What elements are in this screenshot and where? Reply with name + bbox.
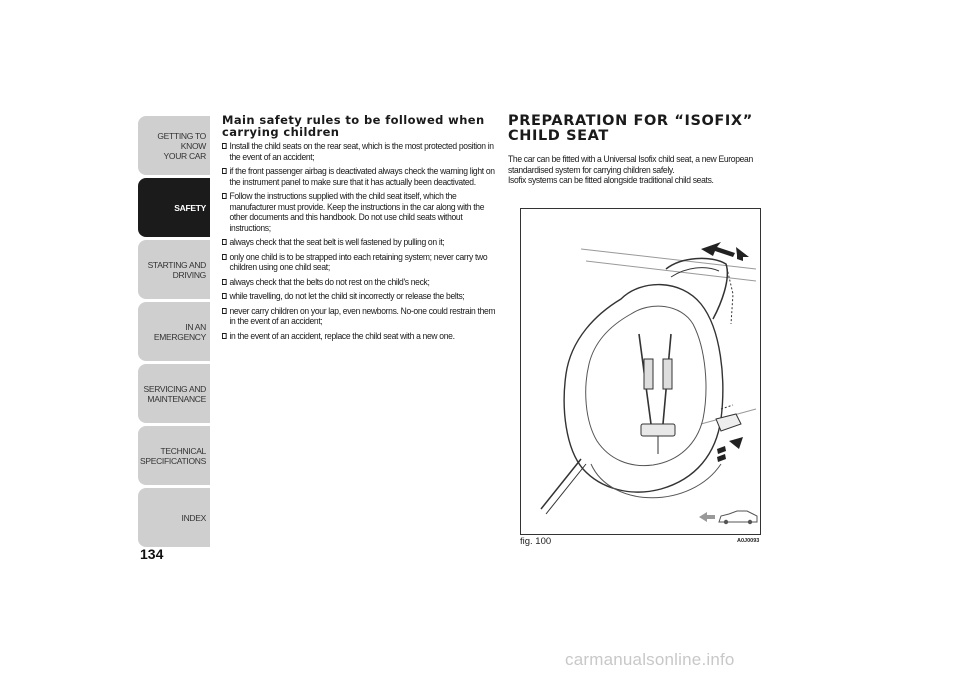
tab-technical-specifications[interactable]: TECHNICAL SPECIFICATIONS (138, 426, 210, 485)
safety-rule-item (222, 141, 499, 162)
isofix-heading: PREPARATION FOR “ISOFIX” CHILD SEAT (508, 113, 753, 144)
checkbox-bullet-icon (222, 308, 227, 314)
safety-rules-heading: Main safety rules to be followed when carrying children (222, 113, 485, 139)
right-column (508, 114, 790, 186)
tab-getting-to-know-your-car[interactable]: GETTING TO KNOW YOUR CAR (138, 116, 210, 175)
checkbox-bullet-icon (222, 143, 227, 149)
safety-rules-list (222, 141, 496, 341)
safety-rule-item (222, 166, 499, 187)
safety-rule-text: always check that the seat belt is well fastened by pulling on it; (229, 237, 445, 247)
checkbox-bullet-icon (222, 193, 227, 199)
tab-servicing-and-maintenance[interactable]: SERVICING AND MAINTENANCE (138, 364, 210, 423)
section-tabs (138, 116, 210, 550)
checkbox-bullet-icon (222, 254, 227, 260)
isofix-paragraph: Isofix systems can be fitted alongside traditional child seats. (508, 175, 714, 185)
safety-rule-text: in the event of an accident, replace the child seat with a new one. (229, 330, 455, 341)
safety-rule-item (222, 291, 499, 302)
tab-index[interactable]: INDEX (138, 488, 210, 547)
figure-code: A0J0093 (737, 538, 760, 544)
child-seat-illustration (521, 209, 762, 536)
car-direction-icon (699, 511, 757, 524)
checkbox-bullet-icon (222, 293, 227, 299)
safety-rule-item (222, 237, 499, 248)
safety-rule-text: never carry children on your lap, even newborns. No-one could restrain them in the event of an accident; (229, 305, 496, 326)
safety-rule-item (222, 306, 499, 327)
safety-rule-text: if the front passenger airbag is deactivated always check the warning light on the instrument panel to make sure that it has actually been deactivated. (229, 166, 495, 187)
isofix-paragraph: The car can be fitted with a Universal Isofix child seat, a new European standardised system for carrying children safely. (508, 154, 753, 175)
safety-rule-item (222, 252, 499, 273)
safety-rule-text: always check that the belts do not rest on the child's neck; (229, 276, 430, 287)
checkbox-bullet-icon (222, 239, 227, 245)
safety-rule-item (222, 191, 499, 233)
watermark: carmanualsonline.info (565, 650, 735, 669)
checkbox-bullet-icon (222, 279, 227, 285)
safety-rule-text: Follow the instructions supplied with the child seat itself, which the manufacturer must provide. Keep the instructions in the car along with the other documents and this handbook. Do not use child seats without instructions; (229, 191, 485, 233)
safety-rule-item (222, 277, 499, 288)
isofix-child-seat-figure (520, 208, 761, 535)
safety-rule-text: while travelling, do not let the child sit incorrectly or release the belts; (229, 291, 465, 301)
tab-in-an-emergency[interactable]: IN AN EMERGENCY (138, 302, 210, 361)
safety-rule-item (222, 331, 499, 342)
tab-starting-and-driving[interactable]: STARTING AND DRIVING (138, 240, 210, 299)
page-number: 134 (140, 546, 164, 562)
safety-rule-text: Install the child seats on the rear seat, which is the most protected position in the event of an accident; (229, 141, 494, 162)
tab-safety[interactable]: SAFETY (138, 178, 210, 237)
checkbox-bullet-icon (222, 168, 227, 174)
safety-rule-text: only one child is to be strapped into each retaining system; never carry two children using one child seat; (229, 251, 488, 272)
isofix-body (508, 154, 787, 186)
left-column (222, 113, 496, 345)
figure-caption: fig. 100 (520, 536, 552, 547)
checkbox-bullet-icon (222, 333, 227, 339)
